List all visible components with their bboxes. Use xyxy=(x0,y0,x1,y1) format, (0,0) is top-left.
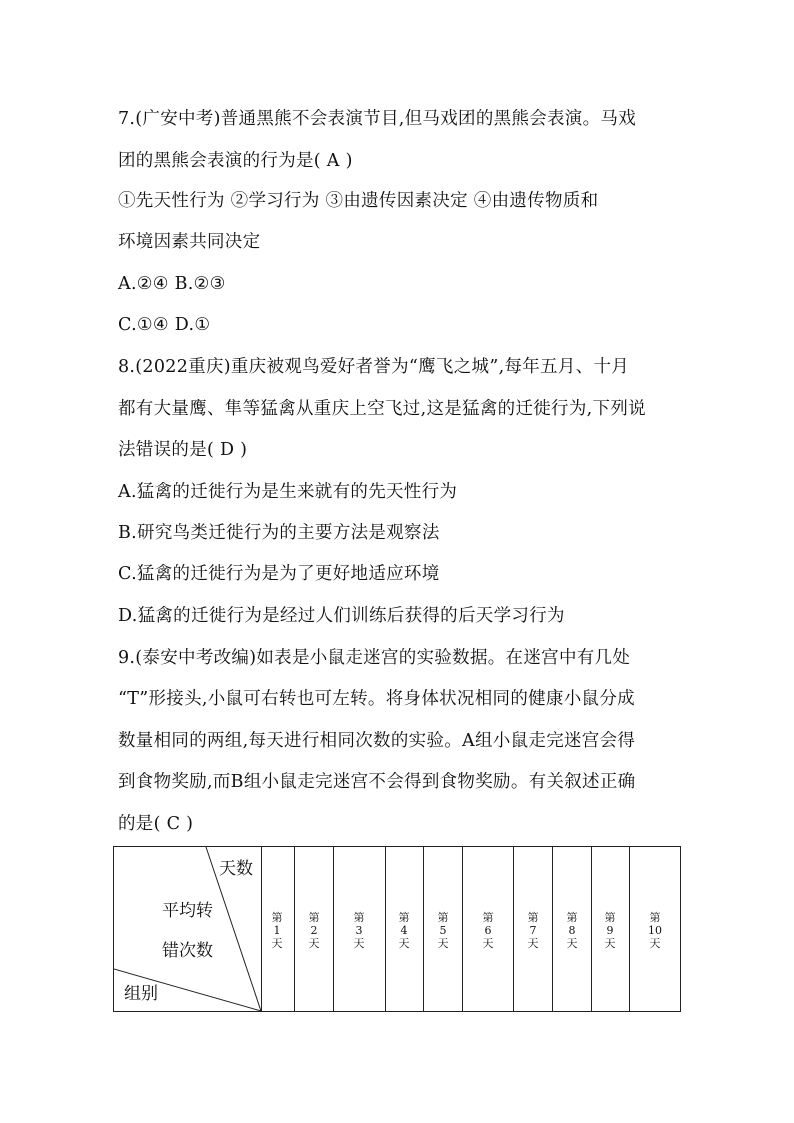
q9-stem-line-4: 到食物奖励,而B组小鼠走完迷宫不会得到食物奖励。有关叙述正确 xyxy=(118,772,636,792)
day-header-10: 第 10 天 xyxy=(648,911,662,950)
day-header-7: 第 7 天 xyxy=(527,911,539,950)
q8-option-c: C.猛禽的迁徙行为是为了更好地适应环境 xyxy=(118,564,440,584)
q8-stem-line-3: 法错误的是( D ) xyxy=(118,440,248,460)
q7-stem-line-1: 7.(广安中考)普通黑熊不会表演节目,但马戏团的黑熊会表演。马戏 xyxy=(118,109,637,129)
q8-stem-line-2: 都有大量鹰、隼等猛禽从重庆上空飞过,这是猛禽的迁徙行为,下列说 xyxy=(118,399,646,419)
corner-label-errors-line-1: 平均转 xyxy=(162,901,213,921)
column-divider xyxy=(591,847,592,1011)
column-divider xyxy=(385,847,386,1011)
q7-statements-line-1: ①先天性行为 ②学习行为 ③由遗传因素决定 ④由遗传物质和 xyxy=(118,191,599,211)
q8-option-b: B.研究鸟类迁徙行为的主要方法是观察法 xyxy=(118,523,440,543)
q9-stem-line-5: 的是( C ) xyxy=(118,814,194,834)
day-header-6: 第 6 天 xyxy=(482,911,494,950)
day-header-9: 第 9 天 xyxy=(604,911,616,950)
day-header-1: 第 1 天 xyxy=(271,911,283,950)
q7-statements-line-2: 环境因素共同决定 xyxy=(118,232,261,252)
q8-option-d: D.猛禽的迁徙行为是经过人们训练后获得的后天学习行为 xyxy=(118,606,565,626)
q7-options-cd: C.①④ D.① xyxy=(118,315,211,335)
column-divider xyxy=(552,847,553,1011)
corner-label-days: 天数 xyxy=(219,859,253,879)
column-divider xyxy=(294,847,295,1011)
day-header-8: 第 8 天 xyxy=(566,911,578,950)
corner-label-errors-line-2: 错次数 xyxy=(162,941,213,961)
q7-stem-line-2: 团的黑熊会表演的行为是( A ) xyxy=(118,151,353,171)
column-divider xyxy=(513,847,514,1011)
maze-data-table xyxy=(113,846,681,1012)
day-header-2: 第 2 天 xyxy=(308,911,320,950)
day-header-4: 第 4 天 xyxy=(398,911,410,950)
q8-option-a: A.猛禽的迁徙行为是生来就有的先天性行为 xyxy=(118,482,458,502)
q9-stem-line-1: 9.(泰安中考改编)如表是小鼠走迷宫的实验数据。在迷宫中有几处 xyxy=(118,648,631,668)
q9-stem-line-2: “T”形接头,小鼠可右转也可左转。将身体状况相同的健康小鼠分成 xyxy=(118,689,635,709)
q9-stem-line-3: 数量相同的两组,每天进行相同次数的实验。A组小鼠走完迷宫会得 xyxy=(118,731,636,751)
day-header-3: 第 3 天 xyxy=(353,911,365,950)
q8-stem-line-1: 8.(2022重庆)重庆被观鸟爱好者誉为“鹰飞之城”,每年五月、十月 xyxy=(118,357,630,377)
column-divider xyxy=(462,847,463,1011)
corner-label-group: 组别 xyxy=(124,984,158,1004)
column-divider xyxy=(629,847,630,1011)
q7-options-ab: A.②④ B.②③ xyxy=(118,274,226,294)
column-divider xyxy=(261,847,262,1011)
day-header-5: 第 5 天 xyxy=(437,911,449,950)
column-divider xyxy=(423,847,424,1011)
column-divider xyxy=(333,847,334,1011)
